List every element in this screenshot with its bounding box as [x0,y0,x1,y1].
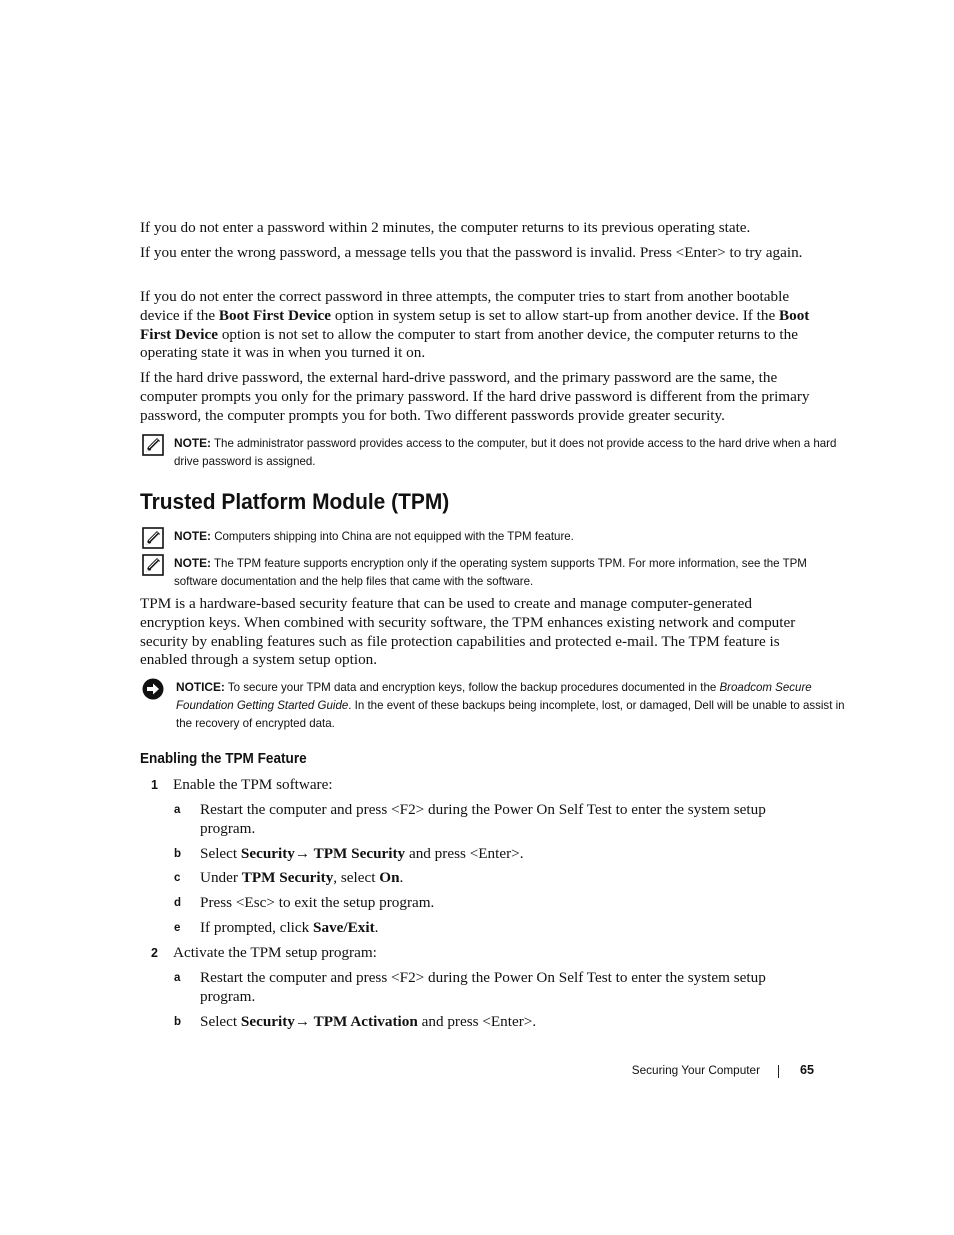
step-2b [140,1013,816,1033]
paragraph-same-passwords: If the hard drive password, the external hard-drive password, and the primary password are the same, the computer prompts you only for the primary password. If the hard drive password is different from the primary password, the computer prompts you for both. Two different passwords provide greater security. [140,369,810,424]
guide-title: Broadcom Secure Foundation Getting Started Guide [176,680,812,712]
substep-letter: b [174,1016,182,1028]
text-run: If you do not enter the correct password in three attempts, the computer tries to start from another bootable device if the [140,288,790,324]
note-body: Computers shipping into China are not equipped with the TPM feature. [211,529,574,543]
substep-letter: d [174,897,182,909]
note-label: NOTE: [174,529,212,543]
step-2 [140,944,816,964]
ui-term-on: On [379,869,400,886]
ui-term-save-exit: Save/Exit [313,919,375,936]
page-number: 65 [799,1063,814,1077]
pencil-note-icon [142,554,164,576]
step-number: 2 [151,946,158,960]
arrow-symbol: → [294,845,311,862]
text-run: and press <Enter>. [417,1013,537,1030]
notice-tpm-backup [140,678,845,734]
step-text: Activate the TPM setup program: [173,944,377,961]
text-run: . [399,869,404,886]
paragraph-three-attempts [140,288,816,363]
substep-letter: a [174,972,181,984]
ui-term-tpm-security: TPM Security [310,845,406,862]
step-number: 1 [151,778,158,792]
text-run: Select [200,1013,241,1030]
step-1e [140,919,816,939]
ui-term-security: Security [240,845,295,862]
note-label: NOTE: [174,436,212,450]
arrow-symbol: → [294,1013,311,1030]
ui-term-boot-first-device: Boot First Device [218,306,332,324]
note-label: NOTE: [174,556,212,570]
page-footer [600,1060,814,1082]
pencil-note-icon [142,527,164,549]
notice-text [176,678,851,732]
footer-divider [778,1065,779,1078]
text-run: Select [200,845,241,862]
arrow-notice-icon [142,678,164,700]
text-run: If prompted, click [200,919,314,936]
step-1b [140,845,816,865]
substep-letter: a [174,804,181,816]
text-run: , select [333,869,380,886]
substep-letter: b [174,848,182,860]
substep-text [200,1013,816,1032]
note-body: The TPM feature supports encryption only if the operating system supports TPM. For more information, see the TPM software documentation and the help files that came with the software. [174,556,807,588]
note-text [174,554,849,590]
text-run: and press <Enter>. [405,845,524,862]
note-tpm-encryption [140,554,816,592]
substep-text: Restart the computer and press <F2> during the Power On Self Test to enter the system setup program. [200,801,766,837]
substep-text: Restart the computer and press <F2> during the Power On Self Test to enter the system setup program. [200,969,766,1005]
subsection-title: Enabling the TPM Feature [140,751,307,767]
substep-text: Press <Esc> to exit the setup program. [200,894,435,911]
note-admin-password [140,434,837,472]
ui-term-tpm-activation: TPM Activation [310,1013,418,1030]
note-text [174,434,849,470]
text-run: option in system setup is set to allow start-up from another device. If the [331,306,779,324]
text-run: . [374,919,379,936]
step-text: Enable the TPM software: [173,776,333,793]
text-run: Under [200,869,242,886]
substep-text [200,869,816,888]
notice-body: . In the event of these backups being incomplete, lost, or damaged, Dell will be unable to assist in the recovery of encrypted data. [176,698,845,730]
note-text [174,527,849,545]
paragraph-wrong-password: If you enter the wrong password, a message tells you that the password is invalid. Press <Enter> to try again. [140,244,803,261]
paragraph-timeout: If you do not enter a password within 2 minutes, the computer returns to its previous operating state. [140,219,751,236]
step-2a [140,969,816,1009]
notice-label: NOTICE: [176,680,225,694]
substep-letter: e [174,922,181,934]
paragraph-tpm-description: TPM is a hardware-based security feature that can be used to create and manage computer-generated encryption keys. When combined with security software, the TPM enhances existing network and computer security by enabling features such as file protection capabilities and protected e-mail. The TPM feature is enabled through a system setup option. [140,595,796,669]
substep-text [200,919,816,938]
notice-body: To secure your TPM data and encryption keys, follow the backup procedures documented in the [224,680,720,694]
step-1c [140,869,816,889]
pencil-note-icon [142,434,164,456]
step-1a [140,801,816,841]
note-china [140,527,816,547]
substep-letter: c [174,872,181,884]
ui-term-security: Security [240,1013,295,1030]
substep-text [200,845,816,864]
step-1d [140,894,816,914]
text-run: option is not set to allow the computer to start from another device, the computer returns to the operating state it was in when you turned it on. [140,325,798,362]
ui-term-boot-first-device: Boot First Device [140,306,810,343]
step-1 [140,776,816,796]
ui-term-tpm-security: TPM Security [241,869,334,886]
section-title: Trusted Platform Module (TPM) [140,489,450,514]
note-body: The administrator password provides access to the computer, but it does not provide access to the hard drive when a hard drive password is assigned. [174,436,837,468]
footer-section-name: Securing Your Computer [631,1063,760,1077]
